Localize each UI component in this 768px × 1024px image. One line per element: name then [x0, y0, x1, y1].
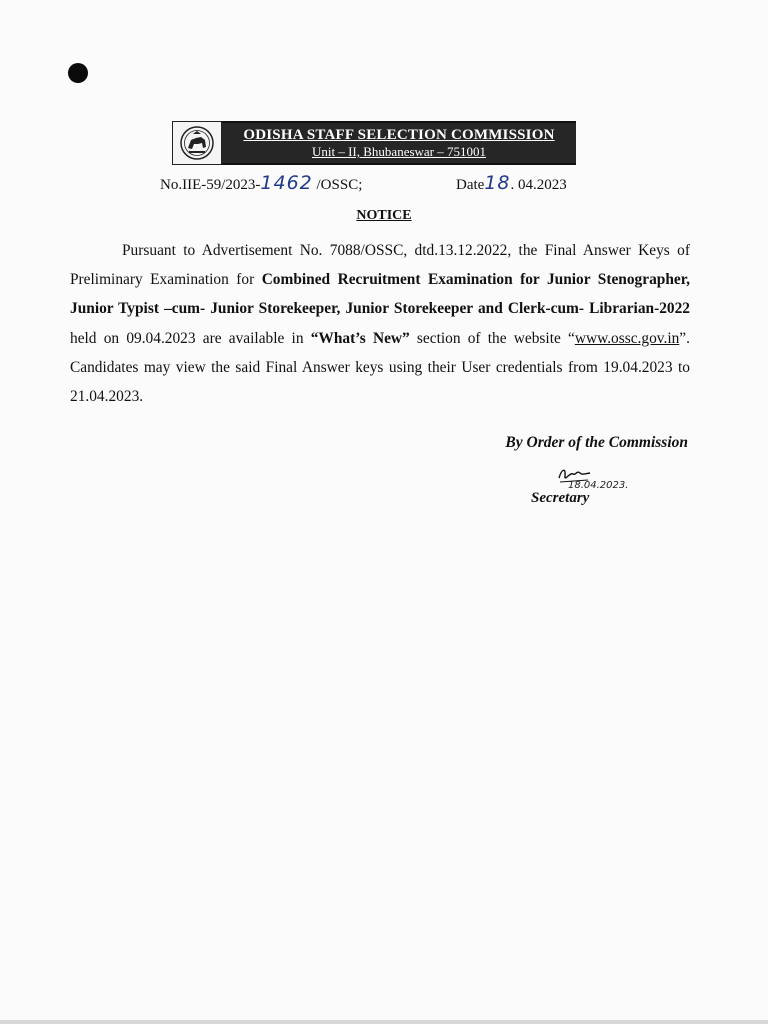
punch-hole-mark [68, 63, 88, 83]
reference-prefix: No.IIE-59/2023- [160, 177, 261, 193]
website-link[interactable]: www.ossc.gov.in [574, 329, 680, 347]
body-text-2: held on 09.04.2023 are available in [70, 329, 311, 347]
page-bottom-edge [0, 1020, 768, 1024]
date-rest: . 04.2023 [510, 177, 567, 193]
letterhead-banner [222, 121, 576, 165]
organization-address: Unit – II, Bhubaneswar – 751001 [311, 144, 487, 159]
notice-heading: NOTICE [356, 208, 412, 223]
order-line: By Order of the Commission [505, 434, 688, 451]
reference-number [160, 172, 362, 194]
handwritten-reference-number: 1462 [260, 172, 313, 194]
body-text-1: Pursuant to Advertisement No. 7088/OSSC, dtd.13.12.2022, the Final Answer Keys of Preliminary Examination for [70, 242, 690, 289]
notice-body [70, 236, 690, 411]
reference-suffix: /OSSC; [312, 177, 363, 193]
organization-name: ODISHA STAFF SELECTION COMMISSION [243, 127, 555, 143]
body-text-4: ”. Candidates may view the said Final Answer keys using their User credentials from 19.04.2023 to 21.04.2023. [70, 329, 690, 406]
exam-name: Combined Recruitment Examination for Junior Stenographer, Junior Typist –cum- Junior Storekeeper, Junior Storekeeper and Clerk-cum- Librarian-2022 [70, 271, 690, 318]
body-text-3: section of the website “ [409, 329, 575, 347]
odisha-emblem-icon [172, 121, 222, 165]
date-label: Date [456, 177, 485, 193]
notice-date [456, 172, 567, 194]
signature-date: 18.04.2023. [568, 480, 629, 491]
handwritten-date-day: 18 [484, 172, 511, 194]
letterhead [172, 121, 576, 165]
secretary-designation: Secretary [531, 490, 590, 506]
whats-new-section: “What’s New” [310, 329, 410, 347]
